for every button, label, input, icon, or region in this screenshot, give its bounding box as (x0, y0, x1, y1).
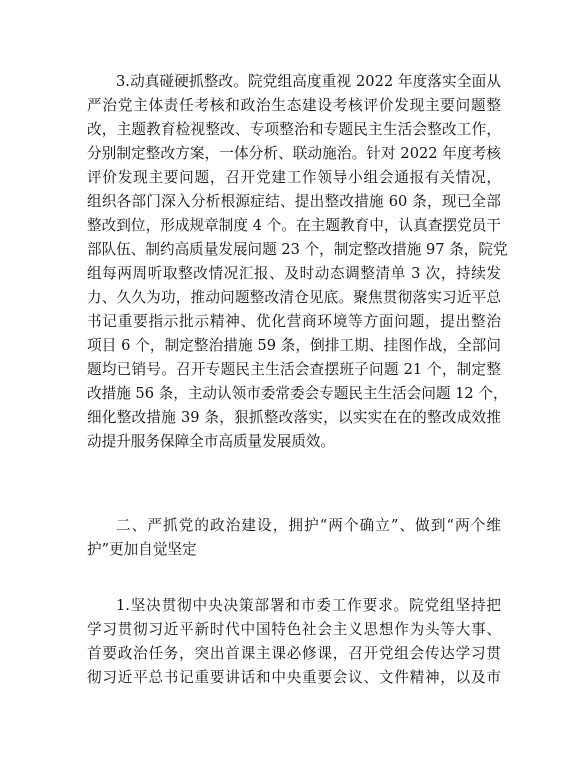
text-line: 力、久久为功，推动问题整改清仓见底。聚焦贯彻落实习近平总 (87, 289, 501, 306)
section-heading (87, 514, 501, 562)
text-line: 学习贯彻习近平新时代中国特色社会主义思想作为头等大事、 (87, 621, 501, 638)
text-line: 组织各部门深入分析根源症结、提出整改措施 60 条，现已全部 (87, 193, 501, 210)
paragraph-rectification (87, 70, 508, 454)
heading-line: 二、严抓党的政治建设，拥护“两个确立”、做到“两个维 (116, 517, 501, 534)
text-line: 彻习近平总书记重要讲话和中央重要会议、文件精神，以及市 (87, 669, 501, 686)
text-line: 动提升服务保障全市高质量发展质效。 (87, 433, 336, 450)
text-line: 书记重要指示批示精神、优化营商环境等方面问题，提出整治 (87, 313, 501, 330)
text-line: 题均已销号。召开专题民主生活会查摆班子问题 21 个，制定整 (87, 361, 501, 378)
text-line: 严治党主体责任考核和政治生态建设考核评价发现主要问题整 (87, 97, 501, 114)
text-line: 部队伍、制约高质量发展问题 23 个，制定整改措施 97 条，院党 (87, 241, 508, 258)
text-line: 改措施 56 条，主动认领市委常委会专题民主生活会问题 12 个， (87, 385, 508, 402)
text-line: 改，主题教育检视整改、专项整治和专题民主生活会整改工作， (87, 121, 501, 138)
text-line: 3.动真碰硬抓整改。院党组高度重视 2022 年度落实全面从 (116, 73, 501, 90)
text-line: 首要政治任务，突出首课主课必修课，召开党组会传达学习贯 (87, 645, 501, 662)
text-line: 细化整改措施 39 条，狠抓整改落实，以实实在在的整改成效推 (87, 409, 501, 426)
text-line: 组每两周听取整改情况汇报、及时动态调整清单 3 次，持续发 (87, 265, 501, 282)
paragraph-implementation (87, 594, 501, 690)
text-line: 评价发现主要问题，召开党建工作领导小组会通报有关情况， (87, 169, 501, 186)
text-line: 1.坚决贯彻中央决策部署和市委工作要求。院党组坚持把 (116, 597, 501, 614)
text-line: 项目 6 个，制定整治措施 59 条，倒排工期、挂图作战，全部问 (87, 337, 501, 354)
text-line: 分别制定整改方案，一体分析、联动施治。针对 2022 年度考核 (87, 145, 501, 162)
heading-line: 护”更加自觉坚定 (87, 541, 197, 558)
text-line: 整改到位，形成规章制度 4 个。在主题教育中，认真查摆党员干 (87, 217, 501, 234)
